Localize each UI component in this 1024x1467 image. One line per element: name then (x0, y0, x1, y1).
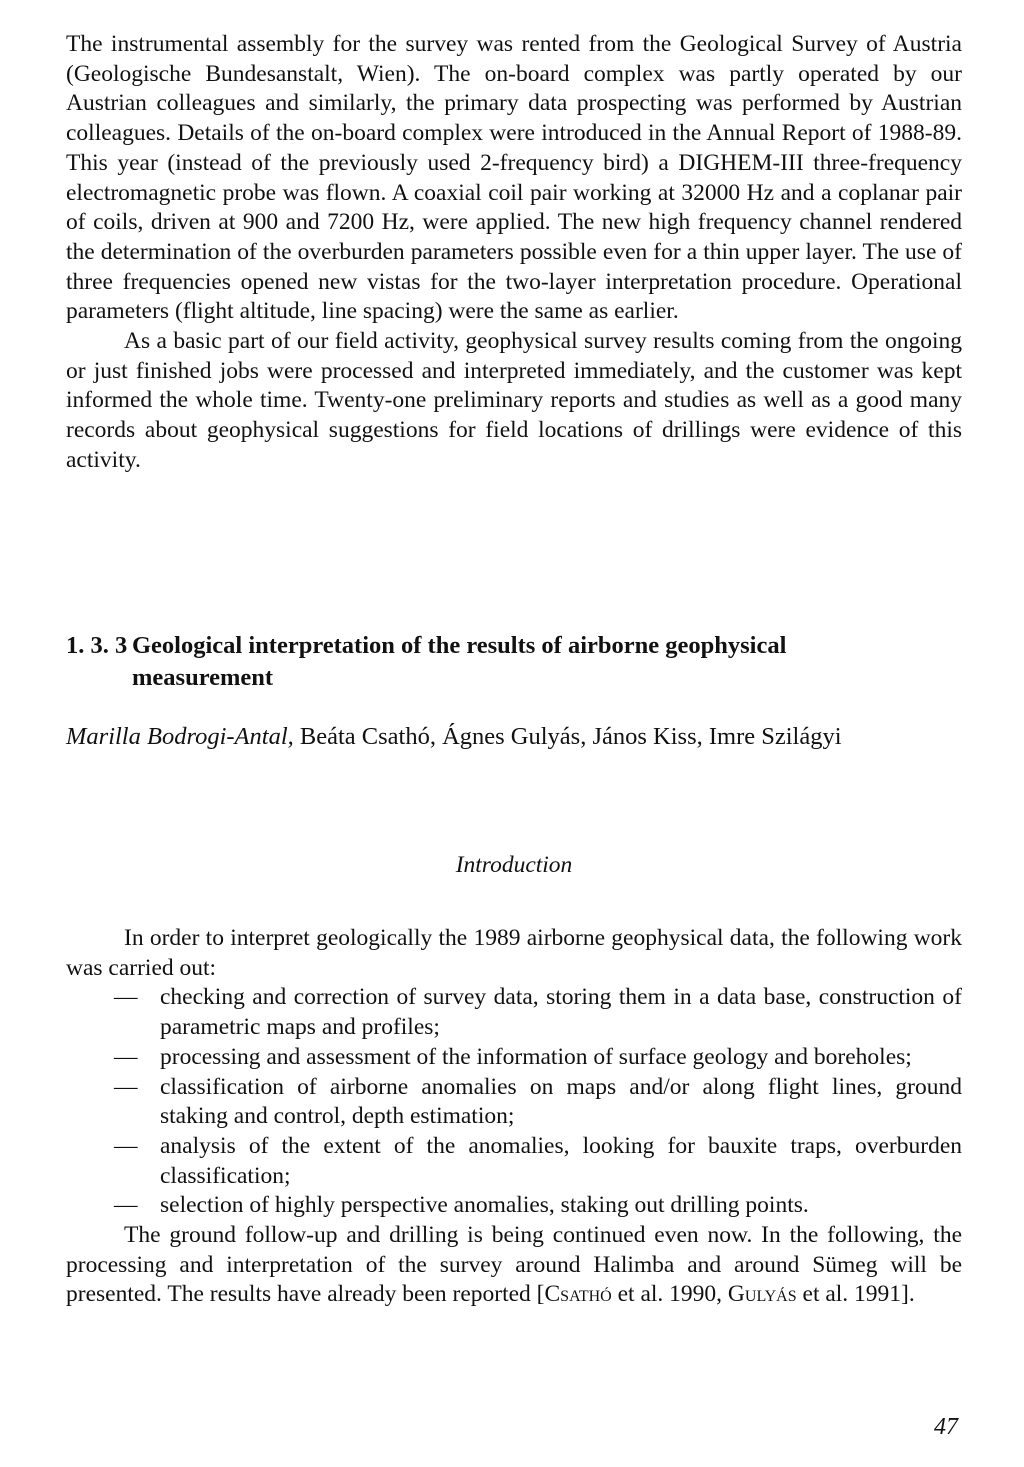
list-dash: — (114, 1132, 138, 1159)
closing-paragraph: The ground follow-up and drilling is being continued even now. In the following, the processing and interpretation of the survey around Halimba and around Sümeg will be presented. The results have already been reported [Csathó et al. 1990, Gulyás et al. 1991]. (66, 1222, 962, 1308)
introduction-block (66, 924, 962, 1310)
list-item: — analysis of the extent of the anomalies, looking for bauxite traps, overburden classification; (114, 1132, 962, 1189)
list-item: — checking and correction of survey data, storing them in a data base, construction of parametric maps and profiles; (114, 984, 962, 1041)
body-paragraph-instrumental-assembly: The instrumental assembly for the survey was rented from the Geological Survey of Austria (Geologische Bundesanstalt, Wien). The on-board complex was partly operated by our Austrian colleagues and similarly, the primary data prospecting was performed by Austrian colleagues. Details of the on-board complex were introduced in the Annual Report of 1988-89. This year (instead of the previously used 2-frequency bird) a DIGHEM-III three-frequency electromagnetic probe was flown. A coaxial coil pair working at 32000 Hz and a coplanar pair of coils, driven at 900 and 7200 Hz, were applied. The new high frequency channel rendered the determination of the overburden parameters possible even for a thin upper layer. The use of three frequencies opened new vistas for the two-layer interpretation procedure. Operational parameters (flight altitude, line spacing) were the same as earlier. (66, 31, 962, 325)
lead-author: Marilla Bodrogi-Antal, (66, 723, 294, 750)
section-title: Geological interpretation of the results of airborne geophysical measurement (132, 632, 787, 691)
work-list (66, 983, 962, 1221)
body-paragraph-field-activity: As a basic part of our field activity, geophysical survey results coming from the ongoing or just finished jobs were processed and interpreted immediately, and the customer was kept informed the whole time. Twenty-one preliminary reports and studies as well as a good many records about geophysical suggestions for field locations of drillings were evidence of this activity. (66, 328, 962, 473)
section-heading (66, 630, 962, 694)
list-item: — selection of highly perspective anomalies, staking out drilling points. (66, 1191, 962, 1221)
subsection-heading-introduction: Introduction (455, 852, 573, 878)
list-item: — classification of airborne anomalies on maps and/or along flight lines, ground staking and control, depth estimation; (114, 1073, 962, 1130)
list-dash: — (114, 1073, 138, 1100)
list-item: — processing and assessment of the information of surface geology and boreholes; (66, 1043, 962, 1073)
list-dash: — (114, 1043, 138, 1070)
list-dash: — (114, 984, 138, 1011)
page-number: 47 (934, 1414, 958, 1440)
intro-paragraph: In order to interpret geologically the 1989 airborne geophysical data, the following work was carried out: (66, 925, 962, 981)
page (66, 30, 962, 1308)
reference-author: Gulyás (727, 1281, 797, 1308)
list-dash: — (114, 1192, 138, 1219)
reference-author: Csathó (544, 1281, 612, 1308)
author-line (66, 722, 962, 752)
section-number: 1. 3. 3 (66, 632, 128, 659)
co-authors: Beáta Csathó, Ágnes Gulyás, János Kiss, Imre Szilágyi (293, 723, 842, 750)
